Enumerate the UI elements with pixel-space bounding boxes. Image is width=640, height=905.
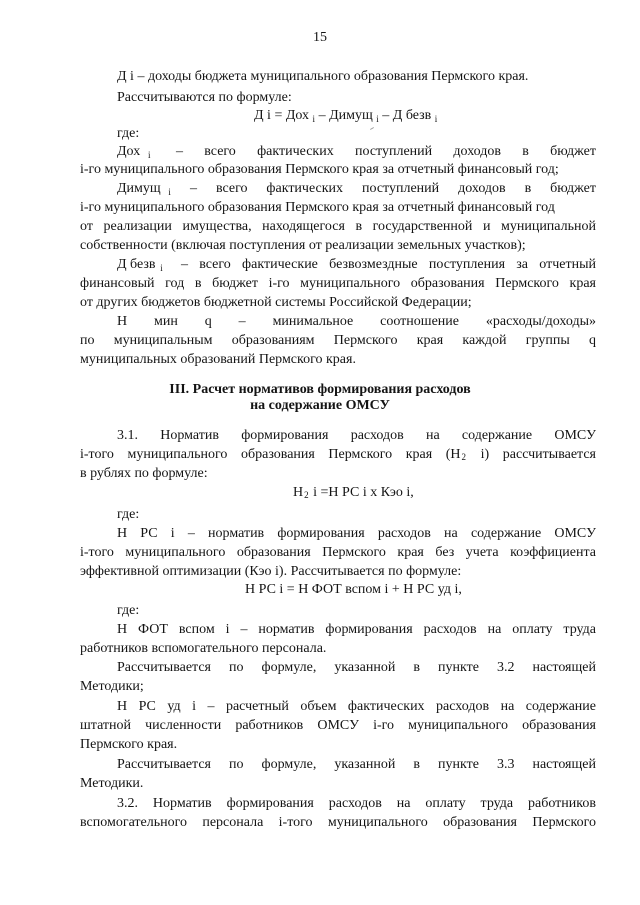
subscript: i [160, 263, 163, 273]
text-line: Н мин q – минимальное соотношение «расходы/доходы» [117, 314, 596, 329]
text-line: – всего фактических поступлений доходов в бюджет [190, 181, 596, 196]
subscript: i [434, 114, 438, 124]
text-line: муниципальных образований Пермского края. [80, 352, 356, 367]
section-heading: III. Расчет нормативов формирования расходов [169, 382, 471, 397]
where-label: где: [117, 126, 140, 141]
text-line: i-го муниципального образования Пермского края за отчетный финансовый год; [80, 162, 559, 177]
term: Д безв [117, 257, 156, 272]
text-line: Рассчитывается по формуле, указанной в пункте 3.2 настоящей [117, 660, 596, 675]
text-line: i-го муниципального образования Пермского края за отчетный финансовый год [80, 200, 555, 215]
text-line: 3.1. Норматив формирования расходов на содержание ОМСУ [117, 428, 596, 443]
text-line: собственности (включая поступления от реализации земельных участков); [80, 238, 526, 253]
text-line: Методики. [80, 776, 144, 791]
subscript: i [376, 114, 379, 124]
text-line: финансовый год в бюджет i-го муниципального образования Пермского края [80, 276, 596, 291]
section-heading: на содержание ОМСУ [250, 398, 390, 413]
text-line: от других бюджетов бюджетной системы Российской Федерации; [80, 295, 472, 310]
where-label: где: [117, 603, 140, 618]
formula-income [254, 108, 437, 127]
text-line: Методики; [80, 679, 144, 694]
formula-part: – Д безв [378, 108, 435, 123]
formula-hrs: Н РС i = Н ФОТ вспом i + Н РС уд i, [245, 582, 462, 597]
text-line: – всего фактических поступлений доходов в бюджет [176, 144, 596, 159]
formula-part: i =Н РС i х Кэо i, [309, 485, 414, 500]
text-line: штатной численности работников ОМСУ i-го муниципального образования [80, 718, 596, 733]
text-part: i-того муниципального образования Пермского края (Н [80, 447, 461, 462]
text-line: – всего фактические безвозмездные поступления за отчетный [181, 257, 596, 272]
text-line: Н РС уд i – расчетный объем фактических расходов на содержание [117, 699, 596, 714]
text-line: эффективной оптимизации (Кэо i). Рассчитывается по формуле: [80, 564, 462, 579]
term: Димущ [117, 181, 161, 196]
formula-h2 [293, 485, 414, 503]
page-number: 15 [313, 30, 327, 45]
formula-part: – Димущ [315, 108, 377, 123]
formula-part: Н [293, 485, 304, 500]
scan-mark [370, 127, 374, 130]
term: Дох [117, 144, 141, 159]
text-part: i) рассчитывается [467, 447, 596, 462]
text-line: вспомогательного персонала i-того муниципального образования Пермского [80, 815, 596, 830]
subscript: i [168, 187, 171, 197]
text-line: работников вспомогательного персонала. [80, 641, 327, 656]
text-line [80, 447, 596, 465]
text-line: Рассчитывается по формуле, указанной в пункте 3.3 настоящей [117, 757, 596, 772]
text-line: Рассчитываются по формуле: [117, 90, 292, 105]
text-line: Н ФОТ вспом i – норматив формирования расходов на оплату труда [117, 622, 596, 637]
text-line: 3.2. Норматив формирования расходов на оплату труда работников [117, 796, 596, 811]
text-line: Пермского края. [80, 737, 178, 752]
subscript: i [312, 114, 316, 124]
subscript: 2 [461, 452, 467, 462]
subscript: i [147, 150, 151, 160]
text-line: Д i – доходы бюджета муниципального образования Пермского края. [117, 69, 529, 84]
definition-head [117, 181, 179, 200]
text-line: по муниципальным образованиям Пермского края каждой группы q [80, 333, 596, 348]
definition-head [117, 257, 168, 276]
subscript: 2 [304, 490, 309, 500]
formula-part: Д i = Дох [254, 108, 313, 123]
text-line: i-того муниципального образования Пермского края без учета коэффициента [80, 545, 596, 560]
text-line: от реализации имущества, находящегося в государственной и муниципальной [80, 219, 596, 234]
definition-head [117, 144, 158, 163]
text-line: в рублях по формуле: [80, 466, 208, 481]
where-label: где: [117, 507, 140, 522]
text-line: Н РС i – норматив формирования расходов на содержание ОМСУ [117, 526, 596, 541]
